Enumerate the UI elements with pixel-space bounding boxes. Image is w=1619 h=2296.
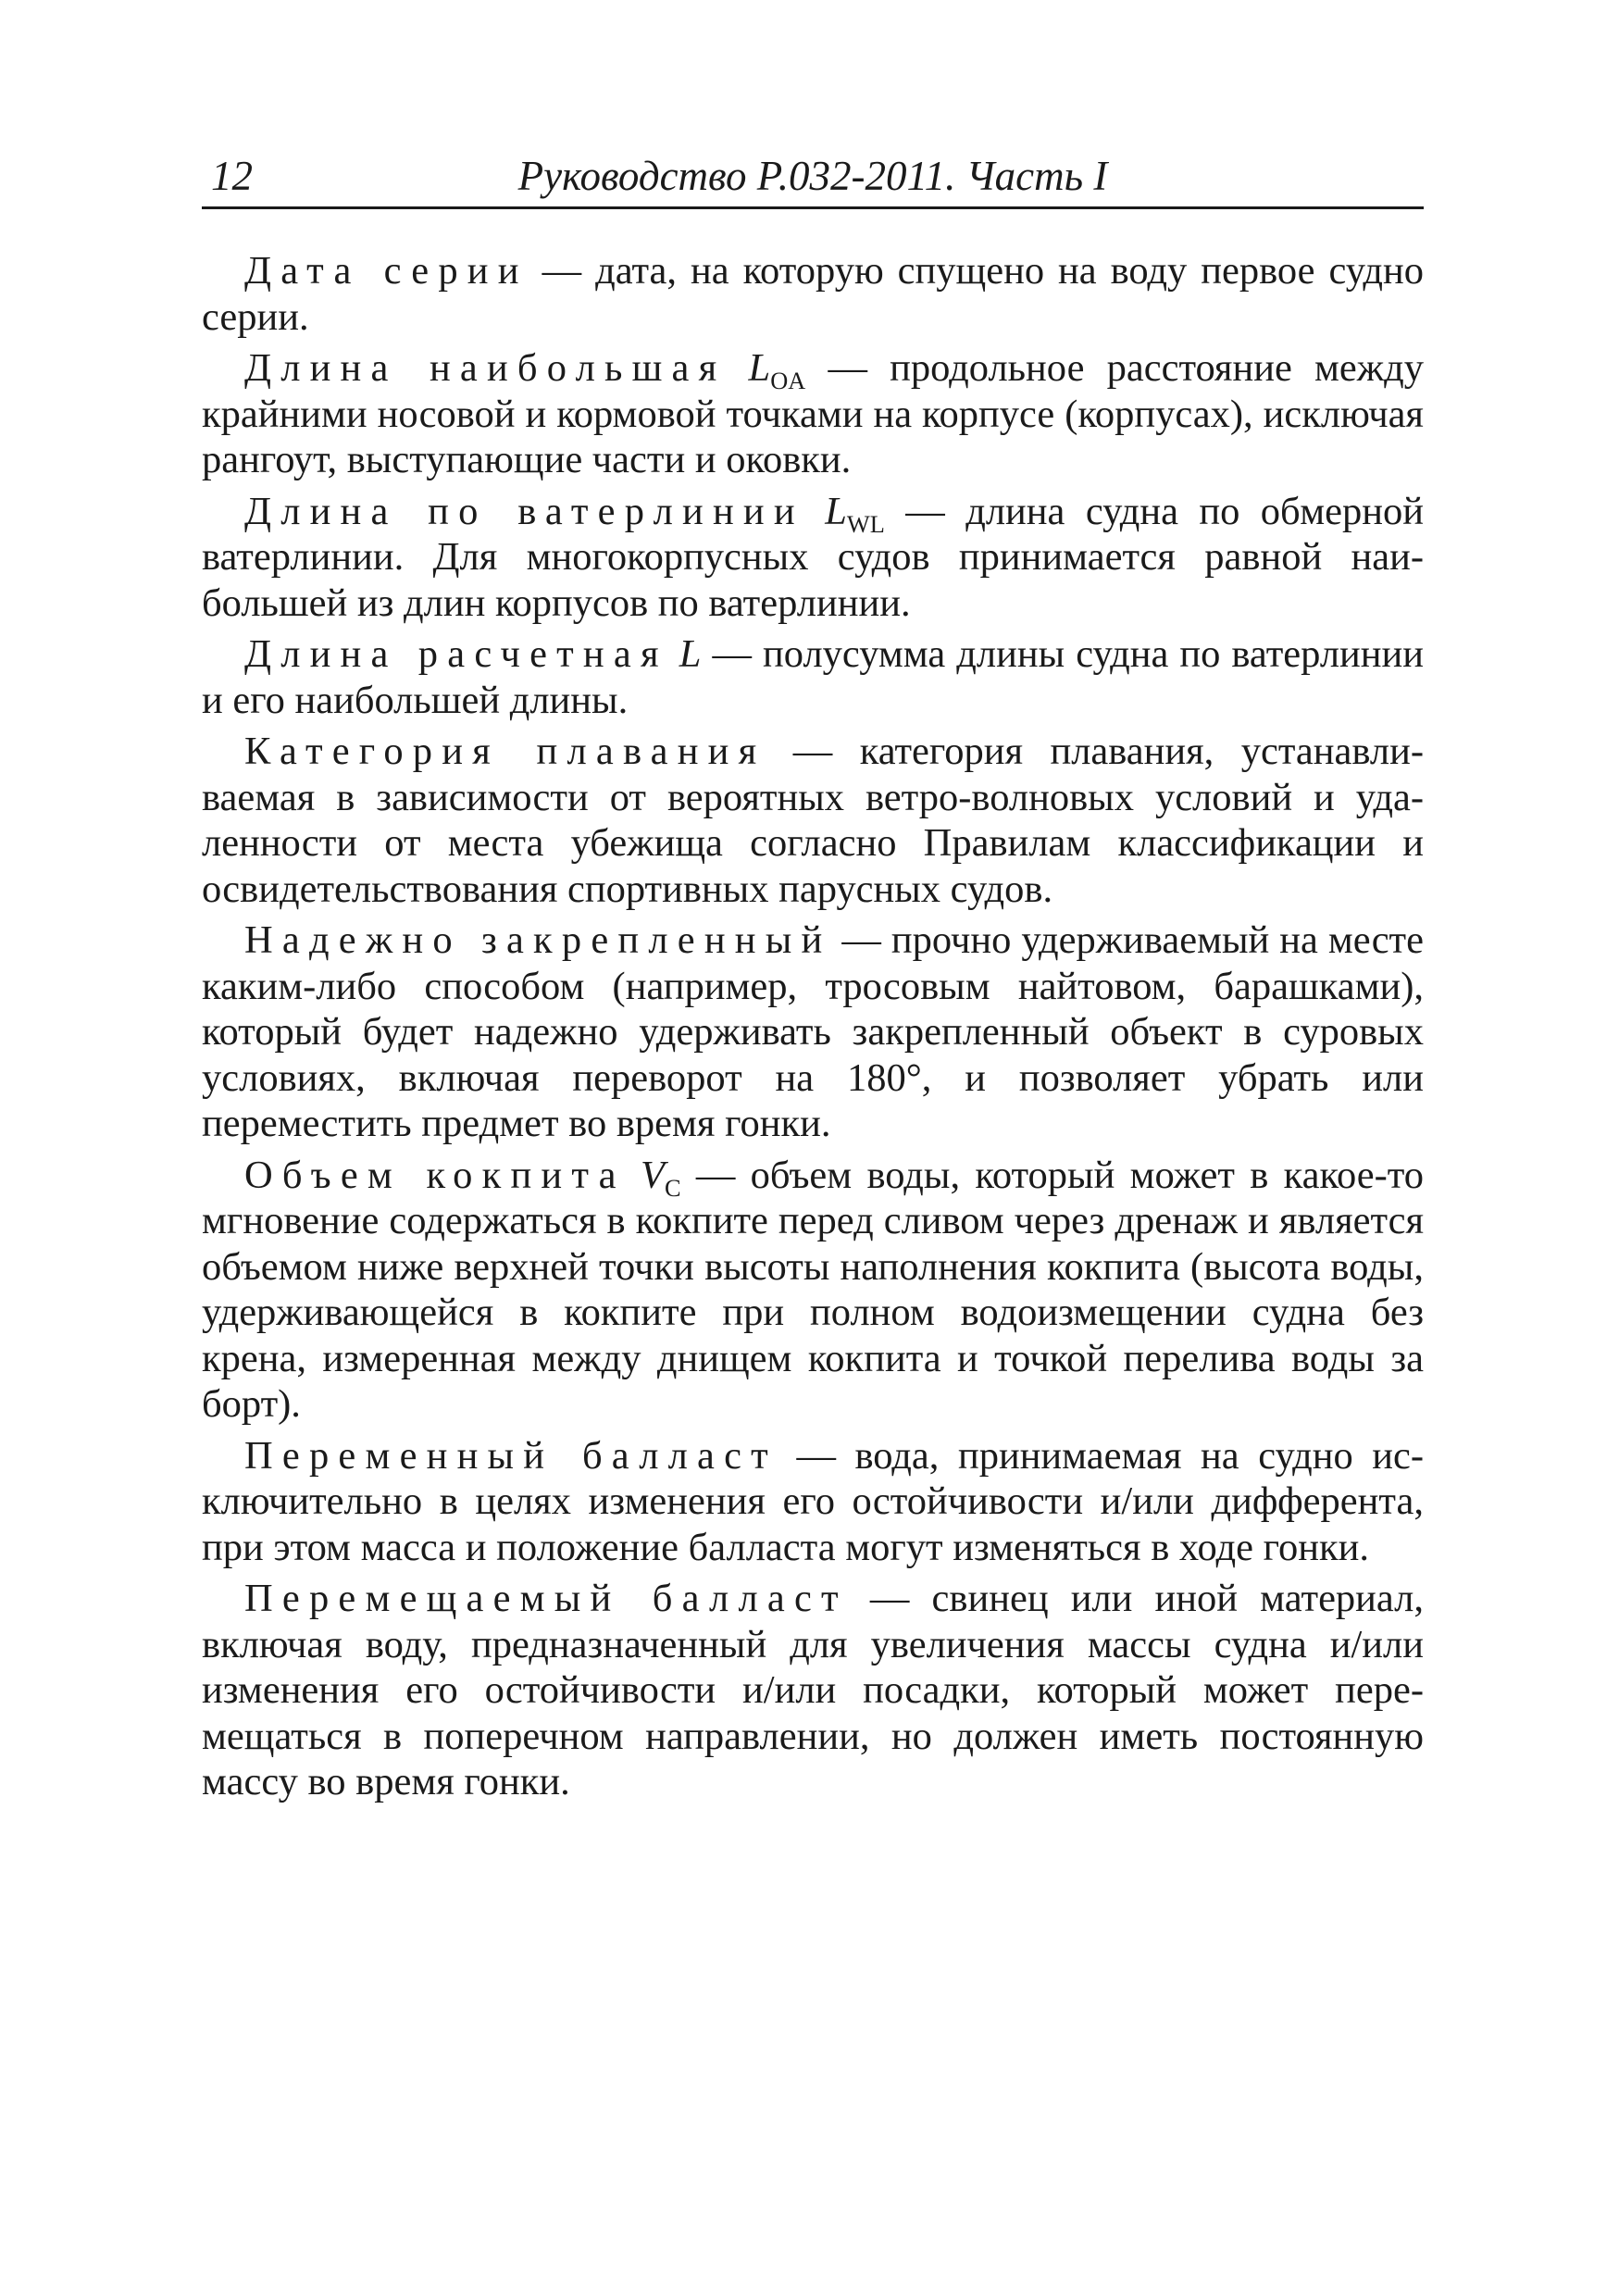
symbol-subscript: WL bbox=[846, 510, 885, 538]
symbol-subscript: C bbox=[664, 1174, 681, 1202]
glossary-entry-cockpit-volume bbox=[202, 1153, 1424, 1428]
glossary-entry-securely-fastened bbox=[202, 917, 1424, 1147]
symbol-subscript: OA bbox=[770, 368, 806, 395]
entry-definition: — полусумма длины судна по ватерлинии и его наибольшей длины. bbox=[202, 632, 1425, 722]
entry-term: Перемещаемый балласт bbox=[244, 1577, 848, 1620]
entry-term: Надежно закрепленный bbox=[244, 918, 832, 962]
entry-definition: — вода, принимаемая на судно исключительно в целях изменения его остойчивости и/или дифферента, при этом масса и положение балласта могут изменяться в ходе гонки. bbox=[202, 1433, 1424, 1569]
glossary-entry-variable-ballast bbox=[202, 1433, 1424, 1571]
glossary-entry-design-length bbox=[202, 631, 1424, 723]
entry-definition: — прочно удерживаемый на месте каким-либо способом (например, тросовым найтовом, барашками), который будет надежно удерживать закрепленный объект в суровых условиях, включая переворот на 180°, и позволяет убрать или переместить предмет во время гонки. bbox=[202, 918, 1424, 1145]
glossary-entry-series-date bbox=[202, 248, 1424, 340]
symbol-letter: L bbox=[679, 632, 702, 676]
symbol-letter: V bbox=[641, 1153, 665, 1197]
glossary-entry-waterline-length bbox=[202, 489, 1424, 627]
entry-term: Объем кокпита bbox=[244, 1153, 626, 1197]
page-number: 12 bbox=[211, 153, 253, 199]
entry-symbol bbox=[825, 489, 885, 538]
entry-term: Категория плавания bbox=[244, 730, 766, 773]
entry-symbol bbox=[679, 632, 702, 676]
entry-symbol bbox=[641, 1153, 681, 1202]
entry-definition: — свинец или иной материал, включая воду, предназначенный для увеличения массы судна и/или изменения его остойчивости и/или посадки, который может перемещаться в поперечном направлении, но должен иметь постоянную массу во время гонки. bbox=[202, 1577, 1424, 1803]
glossary-entry-movable-ballast bbox=[202, 1576, 1424, 1805]
entry-term: Переменный балласт bbox=[244, 1433, 778, 1478]
entry-symbol bbox=[748, 346, 806, 395]
symbol-letter: L bbox=[748, 346, 771, 390]
entry-definition: — длина судна по обмерной ватерлинии. Для многокорпусных судов принимается равной наибольшей из длин корпусов по ватерлинии. bbox=[202, 489, 1424, 625]
running-head bbox=[202, 148, 1424, 204]
glossary-entry-navigation-category bbox=[202, 729, 1424, 912]
entry-term: Длина наибольшая bbox=[244, 346, 727, 390]
entry-definition: — дата, на которую спущено на воду первое судно серии. bbox=[202, 249, 1424, 339]
entry-term: Дата серии bbox=[244, 249, 529, 293]
entry-definition: — объем воды, который может в какое-то мгновение содержаться в кокпите перед сливом через дренаж и является объемом ниже верхней точки высоты наполнения кокпита (высота воды, удерживающейся в кокпите при полном водоизмещении судна без крена, измеренная между днищем кокпита и точкой перелива воды за борт). bbox=[202, 1153, 1425, 1426]
entry-definition: — категория плавания, устанавливаемая в зависимости от вероятных ветро-волновых условий и удаленности от места убежища согласно Правилам классификации и освидетельствования спортивных парусных судов. bbox=[202, 730, 1425, 911]
glossary-entry-length-overall bbox=[202, 345, 1424, 483]
header-rule bbox=[202, 206, 1424, 209]
entry-definition: — продольное расстояние между крайними носовой и кормовой точками на корпусе (корпусах), исключая рангоут, выступающие части и оковки. bbox=[202, 346, 1425, 481]
running-head-title: Руководство Р.032-2011. Часть I bbox=[517, 153, 1108, 199]
glossary-body bbox=[202, 248, 1424, 1811]
entry-term: Длина расчетная bbox=[244, 632, 668, 676]
symbol-letter: L bbox=[825, 489, 847, 533]
entry-term: Длина по ватерлинии bbox=[244, 489, 804, 533]
